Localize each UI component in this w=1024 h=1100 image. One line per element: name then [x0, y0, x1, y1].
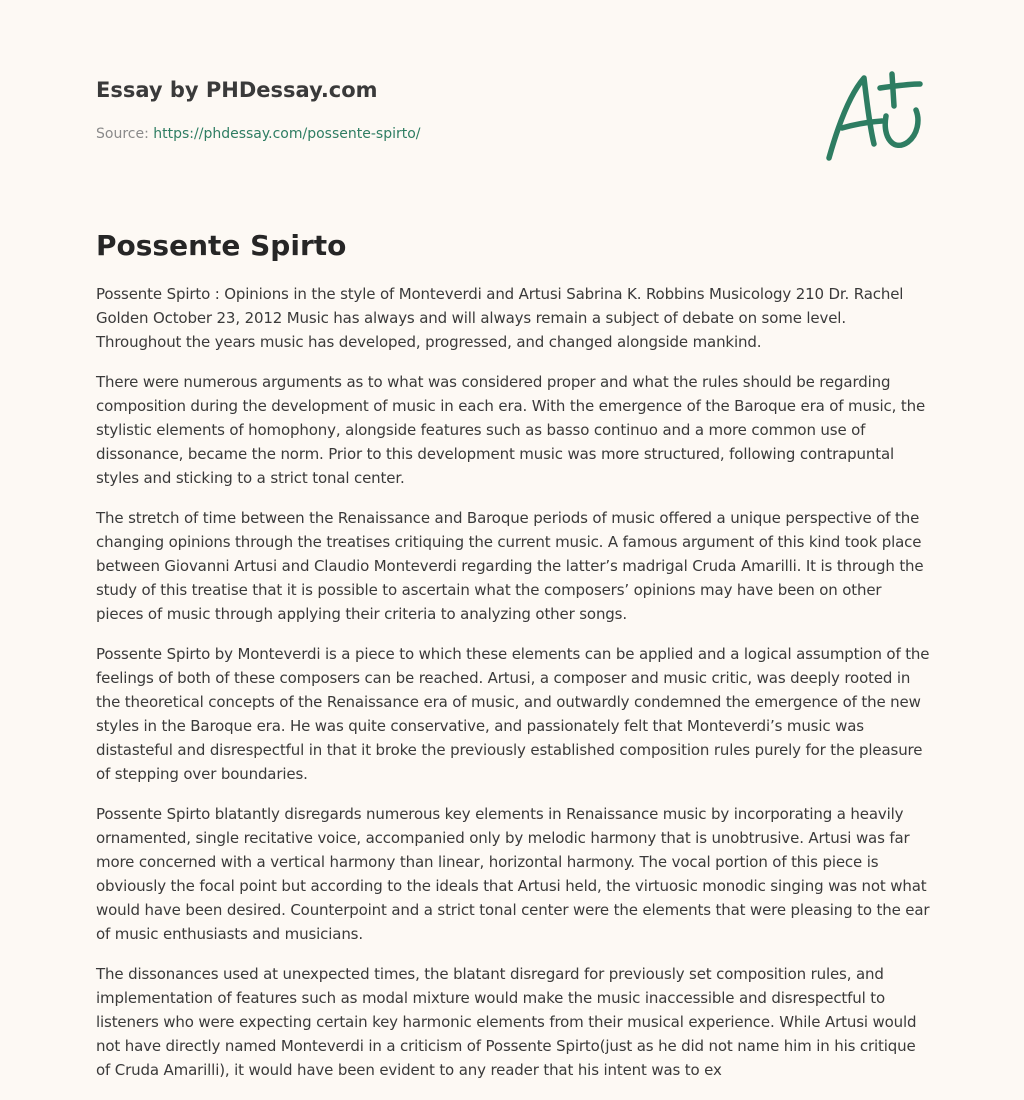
- essay-paragraph: Possente Spirto blatantly disregards numerous key elements in Renaissance music by incorporating a heavily ornamented, single recitative voice, accompanied only by melodic harmony that is unobtrusive. Artusi was far more concerned with a vertical harmony than linear, horizontal harmony. The vocal portion of this piece is obviously the focal point but according to the ideals that Artusi held, the virtuosic monodic singing was not what would have been desired. Counterpoint and a strict tonal center were the elements that were pleasing to the ear of music enthusiasts and musicians.: [96, 805, 930, 943]
- source-label: Source:: [96, 126, 149, 142]
- a-plus-logo-icon: [820, 66, 930, 166]
- source-line: [96, 124, 716, 144]
- site-brand: Essay by PHDessay.com: [96, 78, 378, 102]
- page-header: [96, 76, 716, 144]
- source-link[interactable]: https://phdessay.com/possente-spirto/: [153, 126, 421, 142]
- essay-paragraph: The dissonances used at unexpected times, the blatant disregard for previously set composition rules, and implementation of features such as modal mixture would make the music inaccessible and disrespectful to listeners who were expecting certain key harmonic elements from their musical experience. While Artusi would not have directly named Monteverdi in a criticism of Possente Spirto(just as he did not name him in his critique of Cruda Amarilli), it would have been evident to any reader that his intent was to ex: [96, 965, 917, 1079]
- essay-paragraph: There were numerous arguments as to what was considered proper and what the rules should be regarding composition during the development of music in each era. With the emergence of the Baroque era of music, the stylistic elements of homophony, alongside features such as basso continuo and a more common use of dissonance, became the norm. Prior to this development music was more structured, following contrapuntal styles and sticking to a strict tonal center.: [96, 373, 926, 487]
- essay-title: Possente Spirto: [96, 229, 347, 262]
- essay-paragraph: Possente Spirto by Monteverdi is a piece to which these elements can be applied and a logical assumption of the feelings of both of these composers can be reached. Artusi, a composer and music critic, was deeply rooted in the theoretical concepts of the Renaissance era of music, and outwardly condemned the emergence of the new styles in the Baroque era. He was quite conservative, and passionately felt that Monteverdi’s music was distasteful and disrespectful in that it broke the previously established composition rules purely for the pleasure of stepping over boundaries.: [96, 645, 930, 783]
- essay-paragraph: The stretch of time between the Renaissance and Baroque periods of music offered a unique perspective of the changing opinions through the treatises critiquing the current music. A famous argument of this kind took place between Giovanni Artusi and Claudio Monteverdi regarding the latter’s madrigal Cruda Amarilli. It is through the study of this treatise that it is possible to ascertain what the composers’ opinions may have been on other pieces of music through applying their criteria to analyzing other songs.: [96, 509, 924, 623]
- essay-paragraph: Possente Spirto : Opinions in the style of Monteverdi and Artusi Sabrina K. Robbins Musicology 210 Dr. Rachel Golden October 23, 2012 Music has always and will always remain a subject of debate on some level. Throughout the years music has developed, progressed, and changed alongside mankind.: [96, 285, 904, 351]
- essay-content: [96, 226, 932, 1098]
